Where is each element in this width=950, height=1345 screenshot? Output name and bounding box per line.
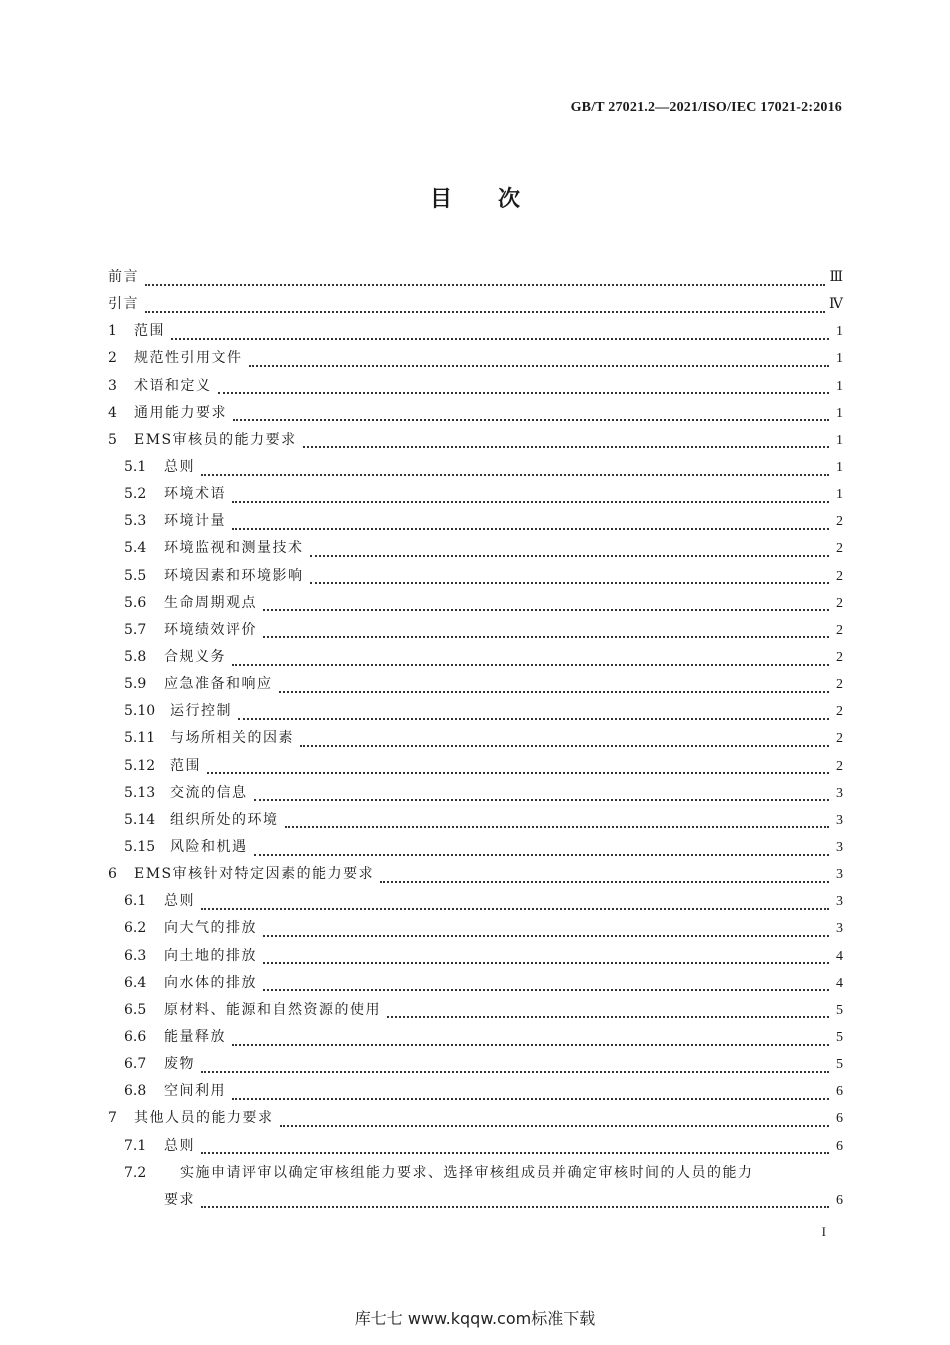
toc-entry-number: 5.1 xyxy=(124,458,147,475)
toc-entry-number: 5.4 xyxy=(124,540,147,557)
standard-code: GB/T 27021.2—2021/ISO/IEC 17021-2:2016 xyxy=(570,100,842,115)
toc-entry-label: 环境术语 xyxy=(164,486,226,503)
dot-leader xyxy=(263,927,829,937)
page-number: I xyxy=(821,1224,826,1239)
toc-entry[interactable] xyxy=(108,888,843,915)
toc-entry-label: 废物 xyxy=(164,1056,195,1073)
toc-entry[interactable] xyxy=(108,454,843,481)
table-of-contents xyxy=(108,264,843,1214)
dot-leader xyxy=(285,818,830,828)
dot-leader xyxy=(238,710,829,720)
toc-entry-label: 能量释放 xyxy=(164,1028,226,1045)
dot-leader xyxy=(232,1036,829,1046)
toc-entry[interactable] xyxy=(108,644,843,671)
toc-entry-label: 应急准备和响应 xyxy=(164,676,273,693)
toc-entry-number: 6.5 xyxy=(124,1001,147,1018)
toc-entry-label: 生命周期观点 xyxy=(164,594,257,611)
toc-entry-label: 规范性引用文件 xyxy=(134,350,243,367)
dot-leader xyxy=(279,683,830,693)
toc-entry-label: EMS审核针对特定因素的能力要求 xyxy=(134,866,375,883)
toc-entry-label: 运行控制 xyxy=(170,703,232,720)
toc-entry-page: 2 xyxy=(836,541,843,557)
toc-entry-page: 2 xyxy=(836,622,843,638)
toc-entry-page: 6 xyxy=(836,1084,843,1100)
toc-entry-label: 总则 xyxy=(164,1137,195,1154)
dot-leader xyxy=(171,330,829,340)
toc-entry-page: 4 xyxy=(836,948,843,964)
toc-entry-number: 6.3 xyxy=(124,947,147,964)
toc-entry-page: 1 xyxy=(836,405,843,421)
toc-entry[interactable] xyxy=(108,970,843,997)
toc-entry-page: 5 xyxy=(836,1029,843,1045)
toc-entry-number: 7.2 xyxy=(124,1164,147,1181)
dot-leader xyxy=(310,547,830,557)
toc-entry-label: 环境监视和测量技术 xyxy=(164,540,304,557)
toc-entry-label: 术语和定义 xyxy=(134,377,212,394)
toc-entry[interactable] xyxy=(108,671,843,698)
watermark-text: 库七七 www.kqqw.com标准下载 xyxy=(354,1309,596,1328)
toc-entry-7-2[interactable] xyxy=(108,1160,843,1214)
toc-entry-page: 1 xyxy=(836,432,843,448)
toc-entry[interactable] xyxy=(108,481,843,508)
toc-entry-page: 1 xyxy=(836,351,843,367)
toc-entry-number: 6 xyxy=(108,866,117,883)
dot-leader xyxy=(145,303,825,313)
toc-entry[interactable] xyxy=(108,617,843,644)
toc-entry[interactable] xyxy=(108,508,843,535)
dot-leader xyxy=(249,357,830,367)
toc-entry-number: 5.12 xyxy=(124,757,156,774)
toc-entry-page: 6 xyxy=(836,1192,843,1208)
toc-entry-page: 2 xyxy=(836,568,843,584)
dot-leader xyxy=(232,656,829,666)
toc-entry-number: 5.15 xyxy=(124,838,156,855)
toc-entry[interactable] xyxy=(108,264,843,291)
toc-entry[interactable] xyxy=(108,943,843,970)
toc-entry-number: 5.8 xyxy=(124,648,147,665)
toc-entry-number: 4 xyxy=(108,404,117,421)
toc-entry[interactable] xyxy=(108,807,843,834)
toc-entry-page: 2 xyxy=(836,731,843,747)
toc-entry[interactable] xyxy=(108,861,843,888)
toc-entry[interactable] xyxy=(108,590,843,617)
toc-entry-label-continued: 要求 xyxy=(164,1191,195,1208)
toc-entry[interactable] xyxy=(108,291,843,318)
dot-leader xyxy=(303,438,829,448)
toc-entry-number: 1 xyxy=(108,323,117,340)
toc-entry-label: 向土地的排放 xyxy=(164,947,257,964)
toc-entry[interactable] xyxy=(108,535,843,562)
toc-entry-page: 4 xyxy=(836,975,843,991)
dot-leader xyxy=(387,1008,829,1018)
toc-entry-number: 6.6 xyxy=(124,1028,147,1045)
toc-entry-label: 实施申请评审以确定审核组能力要求、选择审核组成员并确定审核时间的人员的能力 xyxy=(180,1164,754,1181)
toc-entry-number: 5.3 xyxy=(124,513,147,530)
toc-entry-number: 7.1 xyxy=(124,1137,147,1154)
toc-entry-label: 范围 xyxy=(134,323,165,340)
toc-entry-label: EMS审核员的能力要求 xyxy=(134,431,297,448)
toc-entry-page: 6 xyxy=(836,1111,843,1127)
toc-entry-label: 合规义务 xyxy=(164,648,226,665)
toc-entry-label: 其他人员的能力要求 xyxy=(134,1110,274,1127)
toc-entry-page: 2 xyxy=(836,514,843,530)
dot-leader xyxy=(201,900,829,910)
toc-entry-page: 3 xyxy=(836,839,843,855)
toc-entry[interactable] xyxy=(108,1133,843,1160)
toc-entry[interactable] xyxy=(108,834,843,861)
dot-leader xyxy=(263,628,829,638)
toc-entry[interactable] xyxy=(108,1024,843,1051)
toc-entry[interactable] xyxy=(108,725,843,752)
toc-entry-page: 3 xyxy=(836,867,843,883)
toc-entry-page: 2 xyxy=(836,758,843,774)
toc-entry-label: 前言 xyxy=(108,269,139,285)
toc-entry-page: 1 xyxy=(836,378,843,394)
toc-entry[interactable] xyxy=(108,563,843,590)
toc-entry-page: 2 xyxy=(836,649,843,665)
dot-leader xyxy=(310,574,830,584)
toc-entry-label: 环境因素和环境影响 xyxy=(164,567,304,584)
toc-entry-label: 总则 xyxy=(164,893,195,910)
toc-entry-number: 2 xyxy=(108,350,117,367)
toc-entry-page: 1 xyxy=(836,324,843,340)
dot-leader xyxy=(201,466,829,476)
toc-entry-number: 5 xyxy=(108,431,117,448)
toc-entry-number: 6.2 xyxy=(124,920,147,937)
dot-leader xyxy=(233,411,829,421)
toc-entry-page: 3 xyxy=(836,785,843,801)
dot-leader xyxy=(218,384,830,394)
page-title: 目次 xyxy=(429,187,566,212)
toc-entry-number: 5.7 xyxy=(124,621,147,638)
toc-entry-page: Ⅲ xyxy=(829,270,843,285)
dot-leader xyxy=(263,954,829,964)
toc-entry-label: 空间利用 xyxy=(164,1083,226,1100)
toc-entry-number: 5.13 xyxy=(124,784,156,801)
toc-entry[interactable] xyxy=(108,915,843,942)
toc-entry-number: 3 xyxy=(108,377,117,394)
dot-leader xyxy=(207,764,829,774)
toc-entry-label: 环境绩效评价 xyxy=(164,621,257,638)
toc-entry-page: 6 xyxy=(836,1138,843,1154)
dot-leader xyxy=(263,981,829,991)
dot-leader xyxy=(280,1117,830,1127)
dot-leader xyxy=(232,520,829,530)
toc-entry[interactable] xyxy=(108,400,843,427)
dot-leader xyxy=(201,1144,829,1154)
toc-entry-page: 3 xyxy=(836,812,843,828)
toc-entry[interactable] xyxy=(108,373,843,400)
toc-entry-page: 3 xyxy=(836,894,843,910)
toc-entry-number: 5.5 xyxy=(124,567,147,584)
toc-entry-label: 原材料、能源和自然资源的使用 xyxy=(164,1001,381,1018)
toc-entry-label: 引言 xyxy=(108,296,139,313)
toc-entry-number: 5.14 xyxy=(124,811,156,828)
toc-entry-number: 6.8 xyxy=(124,1083,147,1100)
dot-leader xyxy=(300,737,829,747)
toc-entry-label: 总则 xyxy=(164,458,195,475)
toc-entry-label: 环境计量 xyxy=(164,513,226,530)
toc-entry-number: 5.11 xyxy=(124,730,156,747)
toc-entry[interactable] xyxy=(108,997,843,1024)
toc-entry-number: 6.7 xyxy=(124,1056,147,1073)
toc-entry[interactable] xyxy=(108,780,843,807)
toc-entry-label: 向大气的排放 xyxy=(164,920,257,937)
toc-entry[interactable] xyxy=(108,345,843,372)
toc-entry-number: 7 xyxy=(108,1110,117,1127)
toc-entry-number: 5.6 xyxy=(124,594,147,611)
toc-entry-page: 1 xyxy=(836,487,843,503)
toc-entry-page: 2 xyxy=(836,677,843,693)
toc-entry[interactable] xyxy=(108,1105,843,1132)
dot-leader xyxy=(145,276,825,286)
toc-entry-page: 2 xyxy=(836,595,843,611)
toc-entry-number: 6.1 xyxy=(124,893,147,910)
toc-entry-page: 5 xyxy=(836,1057,843,1073)
toc-entry-label: 范围 xyxy=(170,757,201,774)
dot-leader xyxy=(232,1090,829,1100)
toc-entry-label: 组织所处的环境 xyxy=(170,811,279,828)
toc-entry[interactable] xyxy=(108,698,843,725)
dot-leader xyxy=(201,1198,829,1208)
toc-entry-page: 5 xyxy=(836,1002,843,1018)
dot-leader xyxy=(254,791,830,801)
toc-entry-label: 向水体的排放 xyxy=(164,974,257,991)
toc-entry-label: 与场所相关的因素 xyxy=(170,730,294,747)
toc-entry-label: 风险和机遇 xyxy=(170,838,248,855)
toc-entry-number: 5.9 xyxy=(124,676,147,693)
toc-entry-number: 5.10 xyxy=(124,703,156,720)
toc-entry-page: 2 xyxy=(836,704,843,720)
toc-entry-label: 交流的信息 xyxy=(170,784,248,801)
dot-leader xyxy=(263,601,829,611)
toc-entry-label: 通用能力要求 xyxy=(134,404,227,421)
toc-entry-number: 5.2 xyxy=(124,486,147,503)
toc-entry-number: 6.4 xyxy=(124,974,147,991)
toc-entry[interactable] xyxy=(108,318,843,345)
toc-entry[interactable] xyxy=(108,753,843,780)
dot-leader xyxy=(380,873,829,883)
toc-entry[interactable] xyxy=(108,1078,843,1105)
toc-entry-page: Ⅳ xyxy=(829,297,843,313)
toc-entry[interactable] xyxy=(108,1051,843,1078)
dot-leader xyxy=(201,1063,829,1073)
toc-entry-page: 1 xyxy=(836,459,843,475)
toc-entry[interactable] xyxy=(108,427,843,454)
toc-entry-page: 3 xyxy=(836,921,843,937)
dot-leader xyxy=(232,493,829,503)
dot-leader xyxy=(254,846,830,856)
